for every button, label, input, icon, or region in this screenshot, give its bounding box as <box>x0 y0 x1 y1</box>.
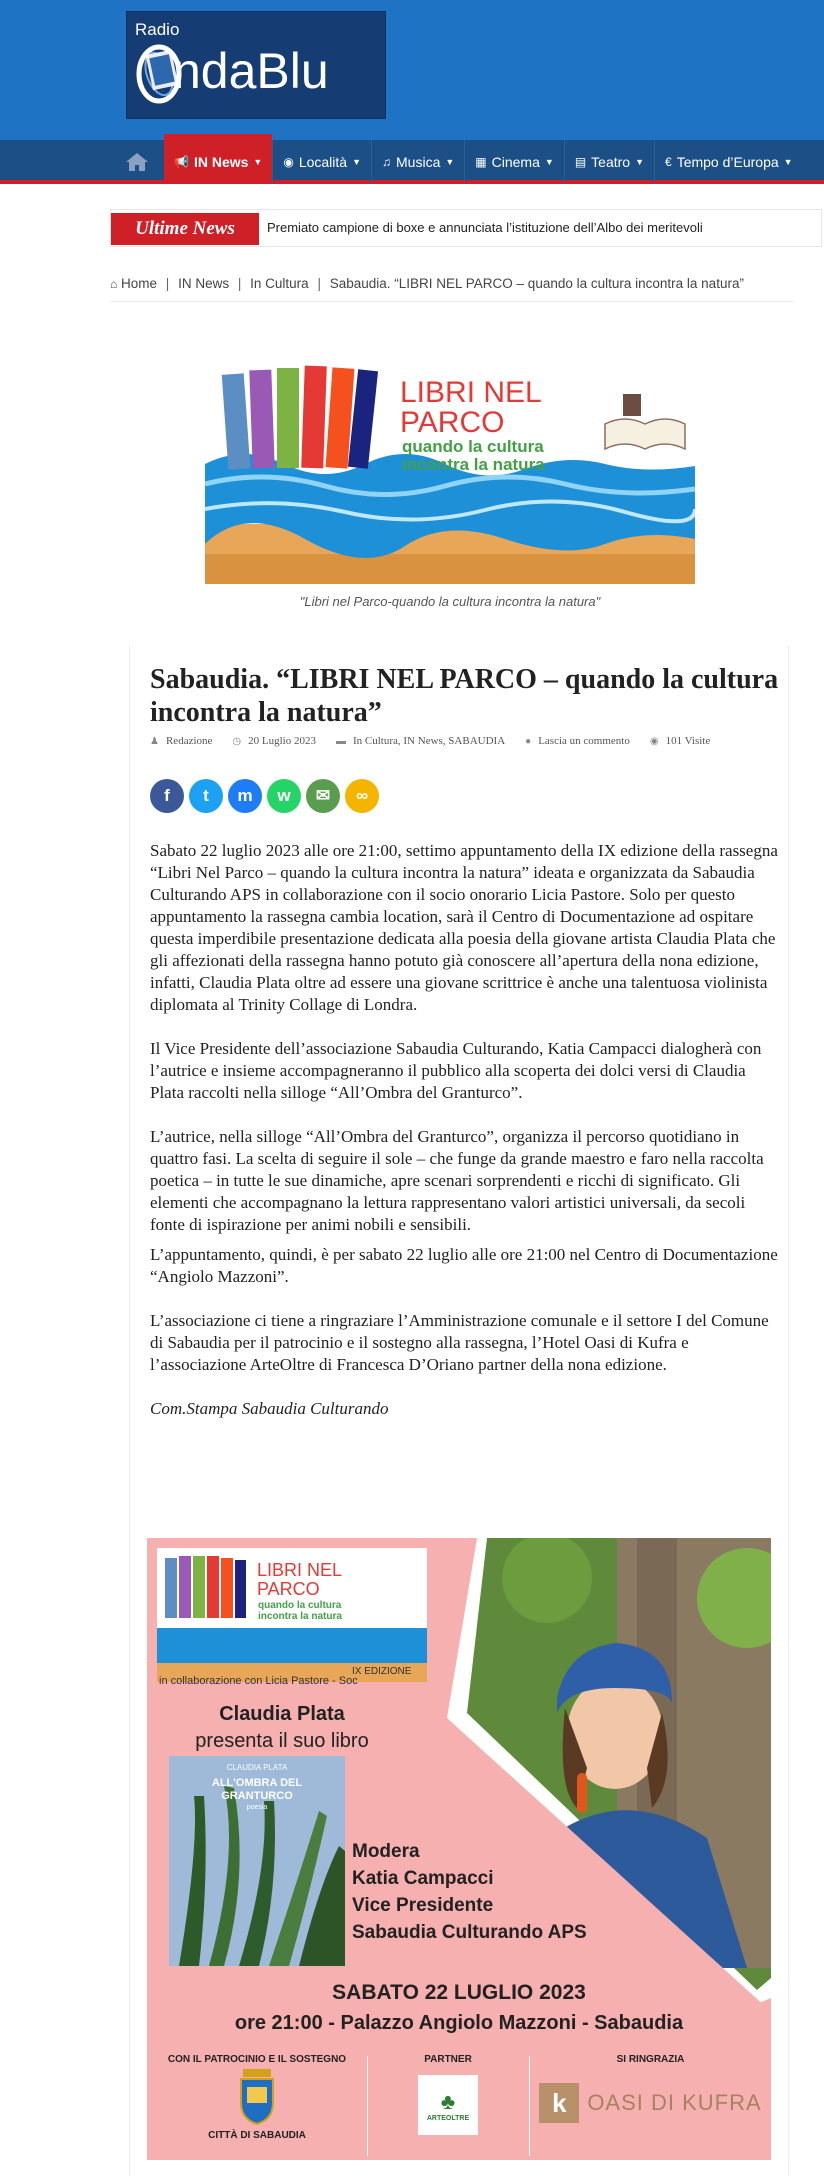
banner-subtitle-line1: quando la cultura <box>402 437 544 456</box>
globe-icon: ◉ <box>283 155 294 169</box>
chevron-down-icon: ▼ <box>445 157 455 167</box>
poster-edition: IX EDIZIONE <box>352 1666 412 1677</box>
eye-icon: ◉ <box>649 735 659 747</box>
messenger-share-button[interactable] <box>228 779 262 813</box>
article-paragraph: L’autrice, nella silloge “All’Ombra del Granturco”, organizza il percorso quotidiano in quattro fasi. La scelta di seguire il sole – che funge da grande maestro e faro nella raccolta poetica – in tutte le sue dinamiche, apre scenari sorprendenti e ricchi di significato. Gli elementi che accompagnano la lettura rappresentano valori artistici universali, da secoli fonte di ispirazione per animi nobili e sensibili. <box>150 1127 764 1234</box>
nav-item-teatro[interactable] <box>564 140 654 184</box>
home-icon <box>125 152 149 172</box>
k-letter-icon: k <box>539 2083 579 2123</box>
poster-footer-partner <box>368 2054 528 2158</box>
meta-categories-text: In Cultura, IN News, SABAUDIA <box>352 735 506 747</box>
nav-home-button[interactable] <box>110 140 164 184</box>
breadcrumb-in-cultura-link[interactable]: In Cultura <box>250 276 309 291</box>
twitter-share-button[interactable] <box>189 779 223 813</box>
banner-title-line1: LIBRI NEL <box>400 376 542 409</box>
poster-event-date <box>147 1978 771 2038</box>
poster-logo-line1: LIBRI NEL <box>257 1560 343 1580</box>
nav-item-label: Località <box>298 154 348 170</box>
messenger-icon: m <box>237 786 253 805</box>
article-paragraph: Sabato 22 luglio 2023 alle ore 21:00, settimo appuntamento della IX edizione della rassegna “Libri Nel Parco – quando la cultura incontra la natura” ideata e organizzata da Sabaudia Culturando APS in collaborazione con il socio onorario Licia Pastore. Solo per questo appuntamento la rassegna cambia location, sarà il Centro di Documentazione ad ospitare questa imperdibile presentazione dedicata alla poesia della giovane artista Claudia Plata che gli affezionati della rassegna hanno potuto già conoscere all’apertura della nona edizione, infatti, Claudia Plata oltre ad essere una giovane scrittrice è anche una talentuosa violinista diplomata al Trinity Collage di Londra. <box>150 841 778 1014</box>
breadcrumb-in-news-link[interactable]: IN News <box>178 276 230 291</box>
article-body <box>150 840 780 1442</box>
event-poster-image <box>147 1538 771 2160</box>
film-icon: ▦ <box>475 155 487 169</box>
poster-footer-patronage <box>147 2054 367 2158</box>
whatsapp-share-button[interactable] <box>267 779 301 813</box>
poster-footer-patronage-label: CON IL PATROCINIO E IL SOSTEGNO <box>167 2054 347 2065</box>
meta-author-text: Redazione <box>165 735 213 747</box>
article-paragraph: L’appuntamento, quindi, è per sabato 22 luglio alle ore 21:00 nel Centro di Documentazione “Angiolo Mazzoni”. <box>150 1245 778 1286</box>
nav-item-localita[interactable] <box>272 140 371 184</box>
poster-footer-patronage-name: CITTÀ DI SABAUDIA <box>208 2130 306 2141</box>
chevron-down-icon: ▼ <box>352 157 362 167</box>
arteoltre-logo-text: ARTEOLTRE <box>426 2114 470 2122</box>
book-cover-title-line1: ALL'OMBRA DEL <box>211 1777 303 1789</box>
theater-icon: ▤ <box>574 155 587 169</box>
meta-comments-text: Lascia un commento <box>538 735 630 747</box>
poster-collaboration: in collaborazione con Licia Pastore - Soc <box>159 1675 358 1687</box>
email-icon: ✉ <box>315 786 331 805</box>
book-cover-title-line2: GRANTURCO <box>221 1790 293 1802</box>
poster-date-line: SABATO 22 LUGLIO 2023 <box>332 1981 586 2004</box>
copy-link-share-button[interactable] <box>345 779 379 813</box>
featured-image <box>205 354 695 584</box>
coat-of-arms-icon <box>237 2069 277 2125</box>
link-icon: ∞ <box>355 786 369 805</box>
poster-logo-line3: quando la cultura <box>258 1600 342 1611</box>
nav-item-musica[interactable] <box>371 140 464 184</box>
nav-item-label: Cinema <box>491 154 540 170</box>
nav-item-tempo-deuropa[interactable] <box>654 140 803 184</box>
user-icon: ♟ <box>150 735 159 747</box>
poster-author-subtitle: presenta il suo libro <box>195 1730 369 1752</box>
banner-subtitle-line2: incontra la natura <box>402 455 545 474</box>
poster-footer-partner-label: PARTNER <box>424 2054 472 2065</box>
poster-moderator-org: Sabaudia Culturando APS <box>352 1922 587 1943</box>
poster-moderator-name: Katia Campacci <box>352 1868 494 1889</box>
twitter-icon: t <box>203 786 209 805</box>
nav-item-label: IN News <box>193 154 249 170</box>
logo-radio-text: Radio <box>135 20 180 39</box>
tree-icon: ♣ <box>440 2088 456 2114</box>
nav-item-in-news[interactable] <box>164 134 272 184</box>
breadcrumb-separator: | <box>317 276 321 291</box>
article-title: Sabaudia. “LIBRI NEL PARCO – quando la cultura incontra la natura” <box>150 664 779 728</box>
meta-date <box>232 735 316 747</box>
book-cover-author: CLAUDIA PLATA <box>226 1763 288 1772</box>
music-note-icon: ♫ <box>382 155 392 169</box>
nav-item-label: Musica <box>396 154 441 170</box>
home-icon: ⌂ <box>110 277 118 291</box>
nav-item-label: Tempo d’Europa <box>676 154 779 170</box>
poster-logo-line4: incontra la natura <box>258 1611 342 1622</box>
comments-icon: ● <box>525 735 532 747</box>
folder-icon: ▬ <box>335 735 346 747</box>
poster-moderator <box>352 1838 587 1946</box>
main-navigation <box>0 140 824 184</box>
poster-footer <box>147 2048 771 2160</box>
arteoltre-logo <box>418 2075 478 2135</box>
ticker-headline-link[interactable]: Premiato campione di boxe e annunciata l’istituzione dell’Albo dei meritevoli <box>267 220 703 235</box>
site-header <box>0 0 824 140</box>
oasi-di-kufra-logo-text: OASI DI KUFRA <box>587 2090 762 2115</box>
poster-footer-thanks-label: SI RINGRAZIA <box>616 2054 685 2065</box>
poster-footer-thanks <box>530 2054 771 2158</box>
article-signature: Com.Stampa Sabaudia Culturando <box>150 1399 389 1418</box>
oasi-di-kufra-logo <box>530 2083 771 2123</box>
article-paragraph: Il Vice Presidente dell’associazione Sabaudia Culturando, Katia Campacci dialogherà con l’autrice e insieme accompagneranno il pubblico alla scoperta dei dolci versi di Claudia Plata raccolti nella silloge “All’Ombra del Granturco”. <box>150 1039 762 1102</box>
share-buttons <box>150 779 384 813</box>
meta-comments[interactable] <box>525 735 630 747</box>
article-meta <box>150 735 790 747</box>
breadcrumb-separator: | <box>237 276 242 291</box>
book-cover-genre: poesia <box>246 1804 268 1811</box>
chevron-down-icon: ▼ <box>544 157 554 167</box>
poster-author-name: Claudia Plata <box>219 1703 345 1725</box>
breadcrumb <box>110 276 794 302</box>
meta-categories[interactable] <box>336 735 505 747</box>
breadcrumb-current: Sabaudia. “LIBRI NEL PARCO – quando la cultura incontra la natura” <box>329 276 744 291</box>
breadcrumb-home-link[interactable]: Home <box>121 276 158 291</box>
featured-image-caption: "Libri nel Parco-quando la cultura incontra la natura" <box>299 594 601 609</box>
nav-item-label: Teatro <box>591 154 631 170</box>
meta-views-text: 101 Visite <box>665 735 711 747</box>
poster-logo-line2: PARCO <box>257 1579 320 1599</box>
nav-item-cinema[interactable] <box>464 140 564 184</box>
meta-date-text: 20 Luglio 2023 <box>248 735 316 747</box>
logo-name-text: ndaBlu <box>173 43 329 99</box>
euro-icon: € <box>665 155 672 169</box>
poster-moderator-label: Modera <box>352 1841 420 1862</box>
banner-title-line2: PARCO <box>400 406 505 439</box>
news-ticker <box>110 209 822 247</box>
megaphone-icon: 📢 <box>174 155 189 169</box>
facebook-icon: f <box>164 786 170 805</box>
breadcrumb-separator: | <box>165 276 170 291</box>
poster-time-place-line: ore 21:00 - Palazzo Angiolo Mazzoni - Sabaudia <box>234 2012 684 2034</box>
ticker-label: Ultime News <box>111 213 259 245</box>
email-share-button[interactable] <box>306 779 340 813</box>
meta-author[interactable] <box>150 735 212 747</box>
chevron-down-icon: ▼ <box>253 157 263 167</box>
book-cover-image <box>169 1756 345 1966</box>
clock-icon: ◷ <box>232 735 242 747</box>
chevron-down-icon: ▼ <box>783 157 793 167</box>
poster-libri-nel-parco-logo <box>157 1548 427 1682</box>
whatsapp-icon: w <box>277 786 291 805</box>
poster-moderator-role: Vice Presidente <box>352 1895 494 1916</box>
article-paragraph: L’associazione ci tiene a ringraziare l’Amministrazione comunale e il settore I del Comune di Sabaudia per il patrocinio e il sostegno alla rassegna, l’Hotel Oasi di Kufra e l’associazione ArteOltre di Francesca D’Oriano partner della nona edizione. <box>150 1311 769 1374</box>
facebook-share-button[interactable] <box>150 779 184 813</box>
site-logo[interactable] <box>126 11 386 119</box>
poster-author <box>157 1701 407 1755</box>
libri-nel-parco-banner <box>205 354 695 584</box>
meta-views <box>650 735 710 747</box>
chevron-down-icon: ▼ <box>635 157 644 167</box>
